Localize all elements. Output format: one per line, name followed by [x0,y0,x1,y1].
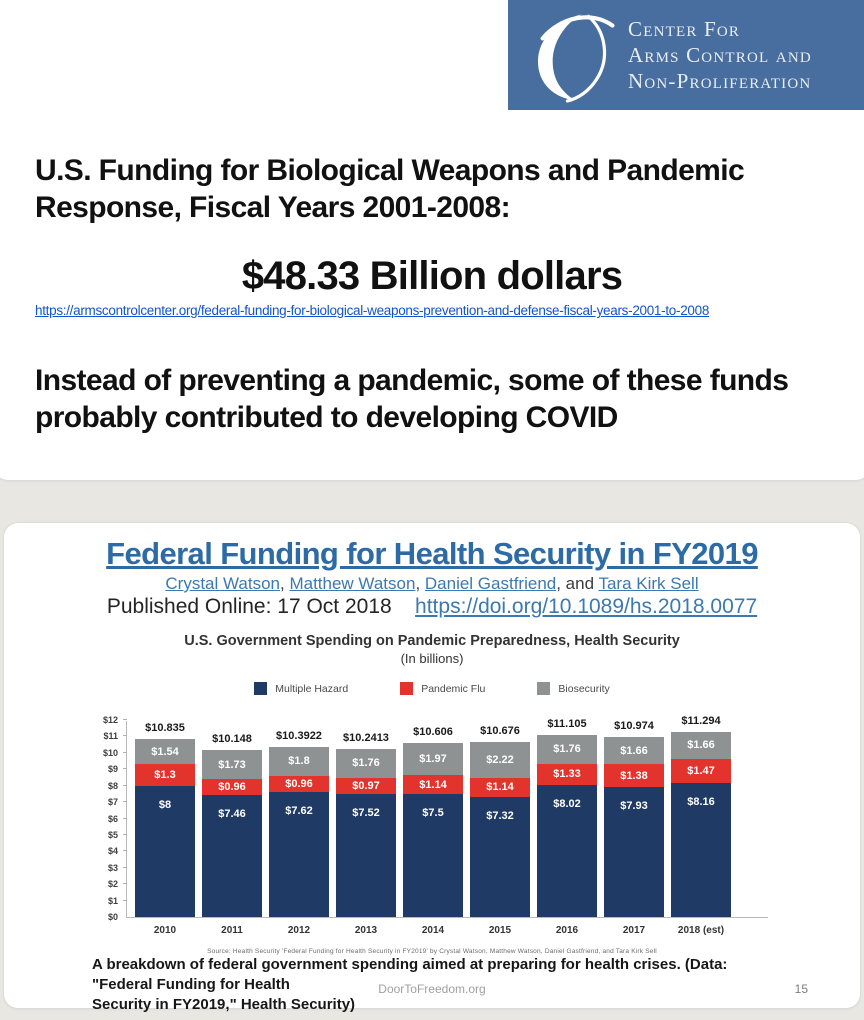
bar-segment [671,732,731,759]
bar-total-label: $11.294 [681,714,721,727]
segment-value-label: $1.54 [151,745,179,758]
y-tick-label: $2 [107,879,118,890]
y-tick-mark [123,785,127,786]
y-tick-label: $8 [107,780,118,791]
segment-value-label: $1.76 [352,757,380,770]
segment-value-label: $1.14 [419,778,447,791]
bar-segment [671,759,731,783]
chart-source-note: Source: Health Security 'Federal Funding for Health Security in FY2019' by Crystal Watson, Matthew Watson, Daniel Gastfriend, and Tara Kirk Sell [207,948,657,955]
bar-segment [537,764,597,786]
chart-subtitle: (In billions) [400,651,464,666]
stacked-bar [135,722,195,936]
legend-swatch [400,682,413,695]
x-axis-label: 2013 [354,925,378,936]
bar-segment [470,797,530,917]
bar-total-label: $10.835 [145,722,185,735]
bar-segment [671,783,731,917]
segment-value-label: $1.97 [419,753,447,765]
segment-value-label: $7.32 [486,809,514,822]
bar-segment [604,737,664,764]
y-tick-mark [123,752,127,753]
bar-segment [269,747,329,777]
segment-value-label: $8.16 [687,796,715,809]
article-title [4,536,860,572]
segment-value-label: $2.22 [486,753,514,766]
y-tick-label: $4 [107,846,118,857]
bar-total-label: $10.2413 [343,731,389,744]
legend-label: Multiple Hazard [275,682,349,695]
chart-title: U.S. Government Spending on Pandemic Preparedness, Health Security [184,633,680,649]
y-tick-label: $1 [107,895,118,906]
bar-segment [135,764,195,785]
stacked-bar [336,731,396,936]
author-link[interactable]: Matthew Watson [289,574,416,593]
bar-segment [604,764,664,787]
segment-value-label: $8.02 [553,798,581,811]
segment-value-label: $1.38 [620,769,648,782]
figure-caption-line-1: A breakdown of federal government spending aimed at preparing for health crises. (Data: "Federal Funding for Health [92,956,728,993]
logo-line-2: Arms Control and [628,43,812,67]
bar-segment [403,775,463,794]
bar-segment [202,795,262,917]
figure-caption-line-2: Security in FY2019," Health Security) [92,996,356,1013]
y-tick-label: $9 [107,764,118,775]
stacked-bar [671,714,731,936]
segment-value-label: $7.46 [218,807,246,820]
slide-title-line-2: Response, Fiscal Years 2001-2008: [35,191,510,224]
legend-item [254,682,348,695]
legend-item [537,682,609,695]
segment-value-label: $7.93 [620,799,648,812]
spending-chart [96,633,768,955]
segment-value-label: $1.47 [687,764,715,777]
bar-total-label: $11.105 [547,717,587,730]
y-tick-label: $5 [107,829,118,840]
slide-title-line-1: U.S. Funding for Biological Weapons and Pandemic [35,154,745,187]
chart-plot-area [96,714,768,936]
stacked-bar [537,717,597,936]
bar-segment [403,743,463,775]
bar-segment [336,749,396,778]
article-title-link[interactable]: Federal Funding for Health Security in FY2019 [106,536,758,571]
bar-segment [202,750,262,778]
segment-value-label: $8 [158,798,172,811]
segment-value-label: $0.96 [218,780,246,793]
y-tick-mark [123,801,127,802]
stacked-bar [269,729,329,936]
legend-swatch [537,682,550,695]
top-slide-card [0,0,864,480]
article-published-line [4,595,860,619]
y-tick-mark [123,900,127,901]
arms-control-center-logo [508,0,864,110]
legend-label: Biosecurity [558,682,610,695]
segment-value-label: $1.66 [687,739,715,752]
article-authors: Crystal Watson, Matthew Watson, Daniel Gastfriend, and Tara Kirk Sell [165,574,699,593]
segment-value-label: $7.52 [352,806,380,819]
author-link[interactable]: Daniel Gastfriend [424,574,557,593]
segment-value-label: $7.5 [422,806,444,819]
bar-segment [269,792,329,917]
x-axis-label: 2012 [287,925,311,936]
bar-segment [537,735,597,764]
bar-segment [470,778,530,797]
legend-swatch [254,682,267,695]
y-tick-label: $7 [107,797,118,808]
segment-value-label: $1.66 [620,744,648,757]
segment-value-label: $1.73 [218,758,246,771]
y-tick-label: $11 [103,731,118,742]
x-axis-label: 2014 [421,925,445,936]
page-number: 15 [794,982,808,996]
bar-segment [336,794,396,917]
stacked-bar [604,719,664,936]
statement-line-1: Instead of preventing a pandemic, some of these funds [35,364,789,397]
y-tick-label: $3 [107,862,118,873]
slide-title [35,152,744,226]
published-label: Published Online: 17 Oct 2018 [106,595,392,618]
segment-value-label: $1.8 [288,755,310,768]
statement-text [35,362,788,436]
y-tick-label: $0 [107,912,118,922]
bar-segment [604,787,664,917]
x-axis-label: 2016 [555,925,579,936]
segment-value-label: $1.33 [553,768,581,781]
bar-segment [470,742,530,778]
segment-value-label: $0.97 [352,779,380,792]
article-slide-card [4,523,860,1013]
bar-segment [336,778,396,794]
y-tick-label: $6 [107,813,118,824]
funding-amount: $48.33 Billion dollars [241,254,623,298]
bar-segment [135,739,195,764]
author-link[interactable]: Tara Kirk Sell [598,574,699,593]
bar-segment [202,779,262,795]
crescent-globe-icon [526,6,618,104]
bar-segment [403,794,463,917]
stacked-bar [202,733,262,936]
bar-segment [537,785,597,917]
legend-label: Pandemic Flu [421,682,486,695]
bar-total-label: $10.606 [413,725,453,738]
segment-value-label: $1.76 [553,743,581,756]
x-axis-label: 2017 [622,925,646,936]
logo-wordmark [628,16,812,94]
bar-segment [269,776,329,792]
y-tick-mark [123,883,127,884]
segment-value-label: $1.3 [154,769,176,781]
y-tick-mark [123,850,127,851]
doi-link[interactable]: https://doi.org/10.1089/hs.2018.0077 [415,595,758,618]
segment-value-label: $0.96 [285,778,313,791]
bar-total-label: $10.676 [480,724,520,737]
y-tick-mark [123,735,127,736]
armscontrolcenter-link[interactable]: https://armscontrolcenter.org/federal-funding-for-biological-weapons-prevention-and-defense-fiscal-years-2001-to-2008 [35,303,710,318]
y-tick-label: $12 [102,715,118,725]
bar-total-label: $10.974 [614,719,654,732]
stacked-bar [470,724,530,936]
statement-line-2: probably contributed to developing COVID [35,401,618,434]
bar-total-label: $10.148 [212,733,252,746]
logo-line-3: Non-Proliferation [628,69,812,93]
footer-site-label: DoorToFreedom.org [378,982,486,996]
logo-line-1: Center For [628,17,741,41]
y-tick-mark [123,834,127,835]
stacked-bar [403,725,463,936]
segment-value-label: $7.62 [285,804,313,817]
chart-legend [96,682,768,695]
x-axis-label: 2010 [153,925,177,936]
segment-value-label: $1.14 [486,781,514,794]
bar-segment [135,786,195,917]
legend-item [400,682,485,695]
x-axis-label: 2011 [221,925,243,936]
y-tick-label: $10 [102,747,118,758]
y-tick-mark [123,719,127,720]
y-tick-mark [123,768,127,769]
author-link[interactable]: Crystal Watson [165,574,280,593]
chart-y-axis [96,715,122,922]
y-tick-mark [123,818,127,819]
x-axis-label: 2015 [488,925,512,936]
x-axis-label: 2018 (est) [677,925,725,936]
chart-plot [126,714,768,936]
bar-total-label: $10.3922 [276,729,322,742]
y-tick-mark [123,867,127,868]
